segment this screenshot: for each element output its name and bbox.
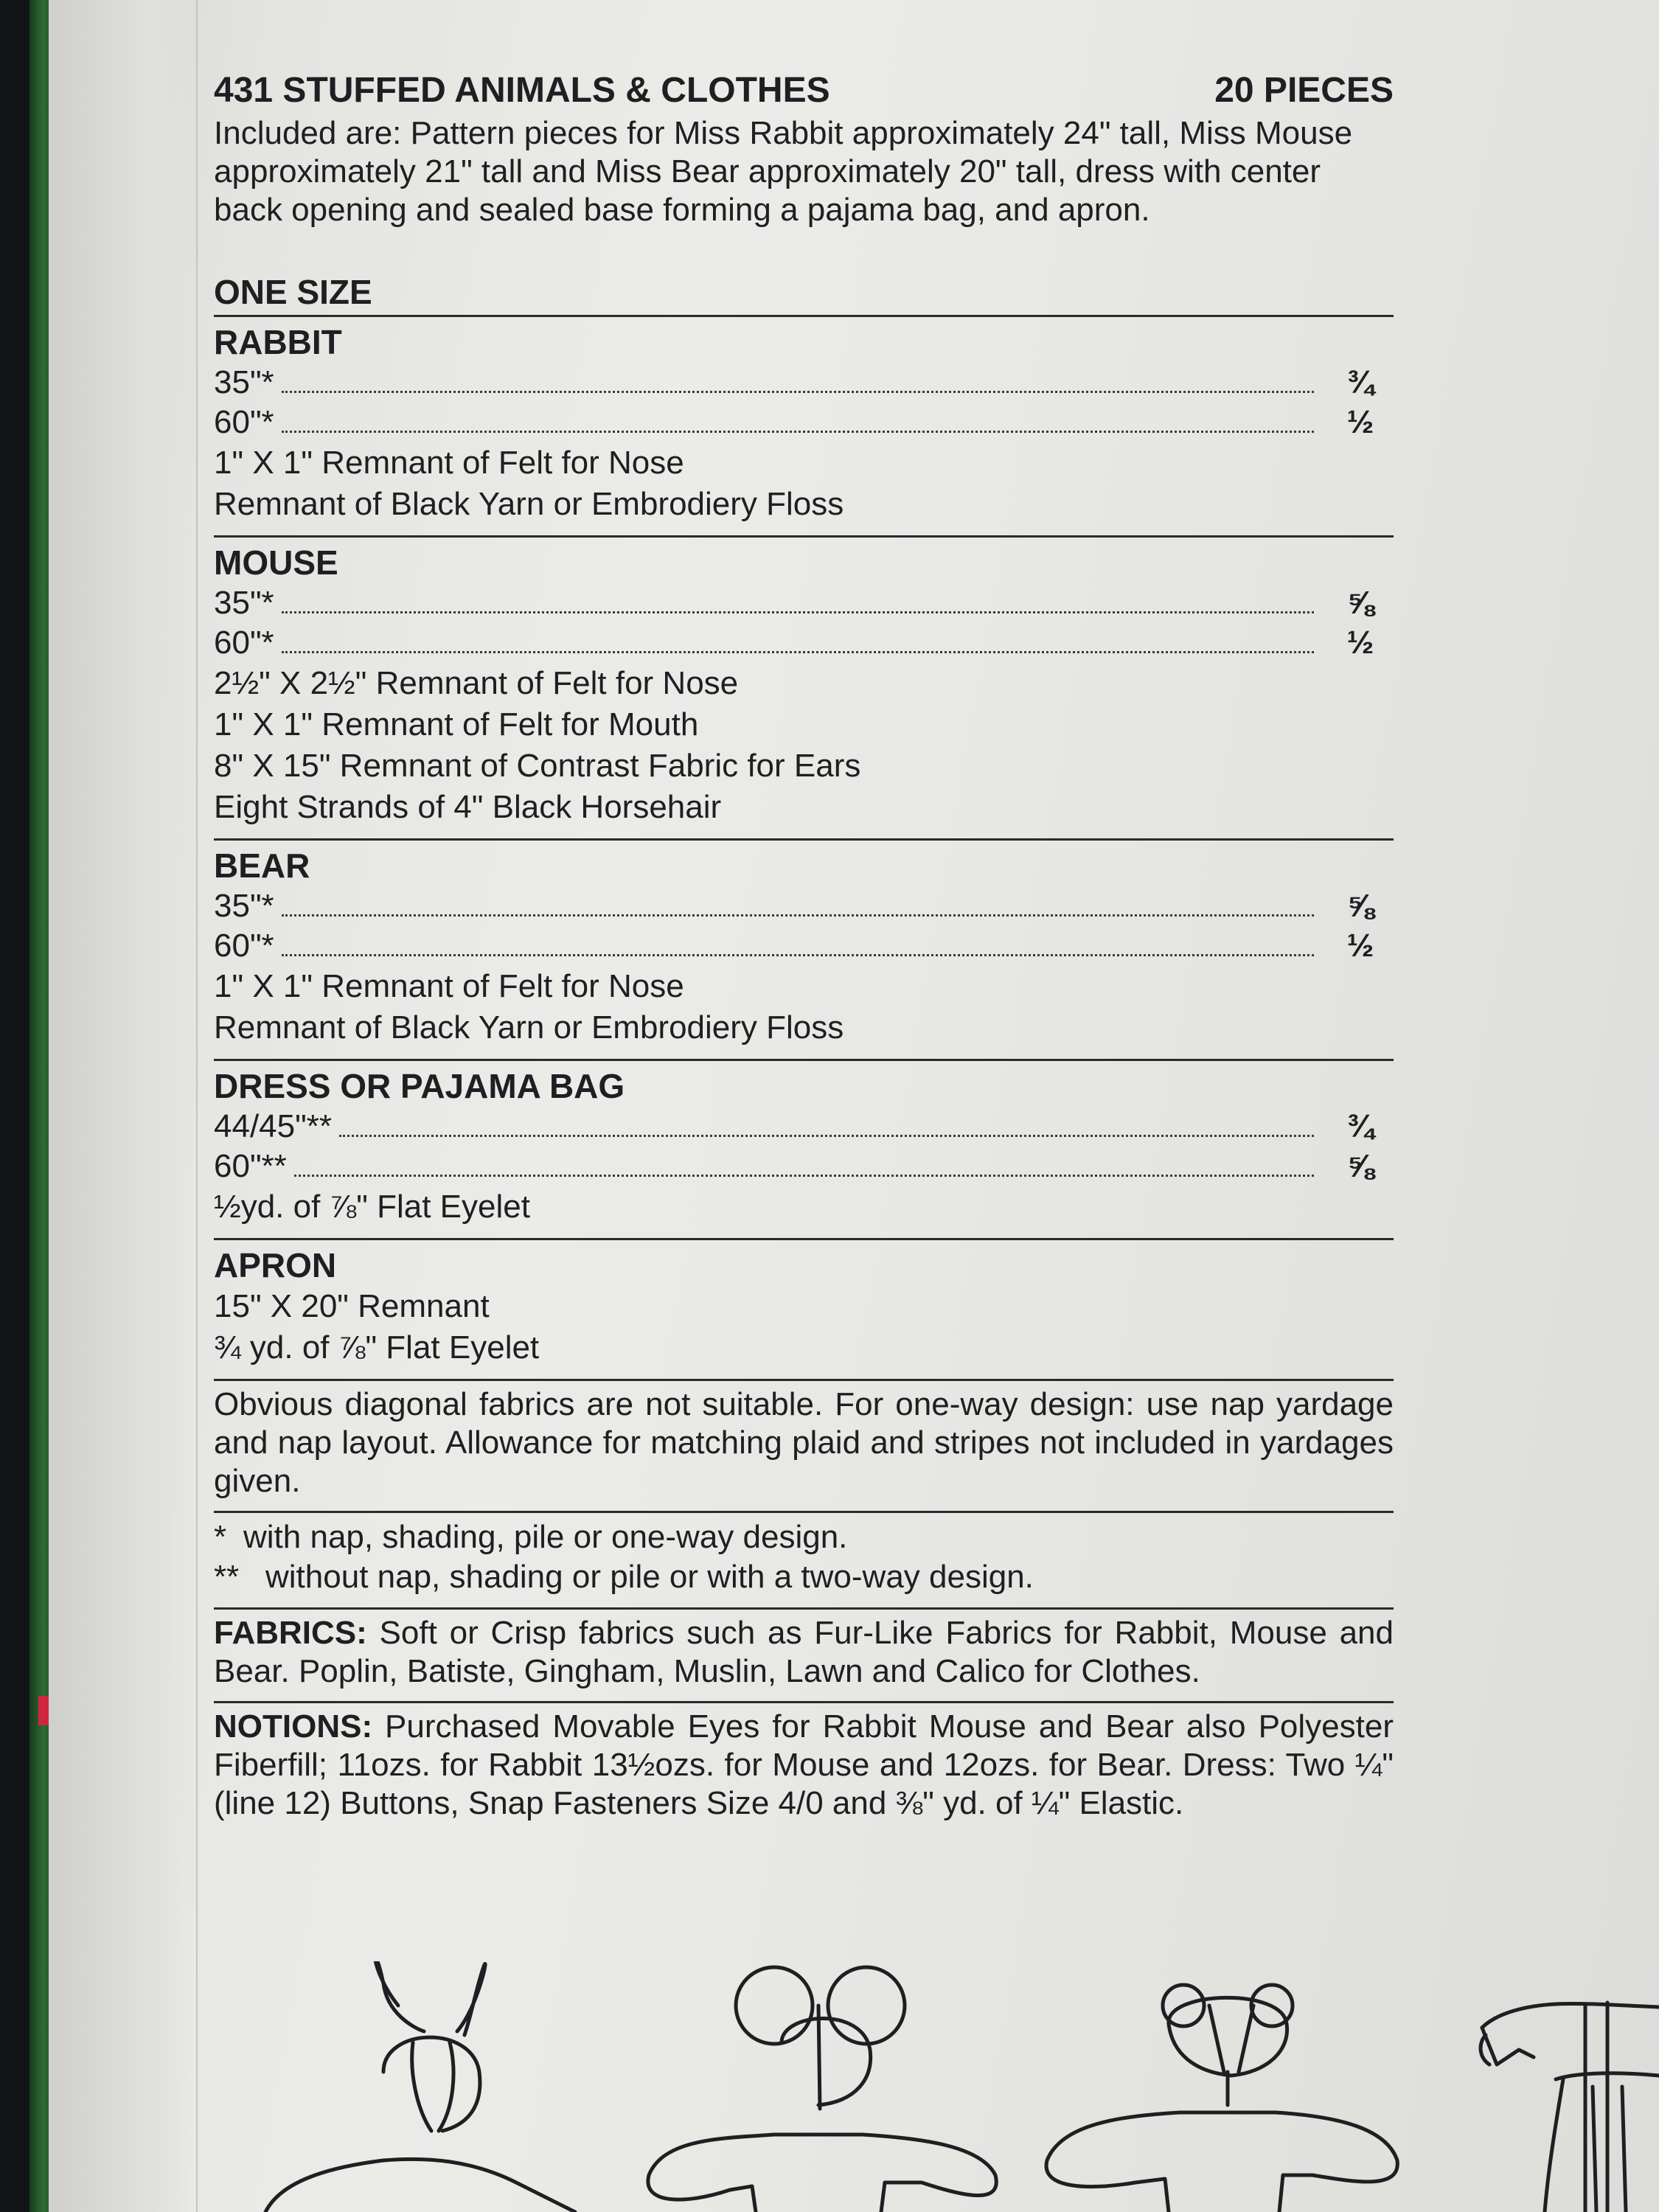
dot-leader	[282, 651, 1314, 653]
footnotes	[214, 1511, 1394, 1597]
footnote-mark: *	[214, 1519, 227, 1555]
yardage-amount: ½	[1346, 625, 1374, 661]
requirement-note: Remnant of Black Yarn or Embrodiery Floss	[214, 486, 844, 522]
yardage-amount: ¾	[1346, 364, 1374, 400]
footnote-mark: **	[214, 1559, 240, 1595]
envelope-fold	[49, 0, 198, 2212]
bear-title: BEAR	[214, 846, 310, 885]
footnote-text: without nap, shading or pile or with a two-way design.	[265, 1559, 1034, 1595]
bear-drawing	[1046, 1985, 1397, 2212]
requirement-note: 1" X 1" Remnant of Felt for Nose	[214, 445, 684, 481]
fabrics-label: FABRICS:	[214, 1615, 367, 1651]
requirement-note: ¾ yd. of ⅞" Flat Eyelet	[214, 1329, 540, 1366]
dot-leader	[282, 391, 1314, 393]
fabric-width: 60"*	[214, 625, 274, 661]
requirement-note: Eight Strands of 4" Black Horsehair	[214, 789, 722, 825]
fabric-width: 35"*	[214, 888, 274, 924]
footnote	[214, 1517, 1394, 1557]
fabrics-text: Soft or Crisp fabrics such as Fur-Like Fabrics for Rabbit, Mouse and Bear. Poplin, Batiste, Gingham, Muslin, Lawn and Calico for Clothes.	[214, 1615, 1394, 1689]
yardage-row	[214, 886, 1394, 926]
line-drawings	[0, 1961, 1659, 2212]
fabrics-paragraph	[214, 1607, 1394, 1691]
dot-leader	[282, 914, 1314, 917]
dot-leader	[282, 431, 1314, 433]
yardage-row	[214, 1147, 1394, 1186]
yardage-row	[214, 623, 1394, 663]
requirement-note: ½yd. of ⅞" Flat Eyelet	[214, 1189, 530, 1225]
notions-text: Purchased Movable Eyes for Rabbit Mouse and Bear also Polyester Fiberfill; 11ozs. for Rabbit 13½ozs. for Mouse and 12ozs. for Bear. Dress: Two ¼" (line 12) Buttons, Snap Fasteners Size 4/0 and ⅜" yd. of ¼" Elastic.	[214, 1708, 1394, 1821]
dress-title: DRESS OR PAJAMA BAG	[214, 1067, 625, 1105]
yardage-row	[214, 1107, 1394, 1147]
notions-paragraph	[214, 1701, 1394, 1823]
pattern-title: 431 STUFFED ANIMALS & CLOTHES	[214, 71, 830, 110]
requirement-note: 8" X 15" Remnant of Contrast Fabric for Ears	[214, 748, 861, 784]
requirement-note: 2½" X 2½" Remnant of Felt for Nose	[214, 665, 739, 701]
fabric-width: 60"*	[214, 928, 274, 964]
yardage-row	[214, 403, 1394, 442]
yardage-row	[214, 583, 1394, 623]
pattern-header	[214, 70, 1394, 111]
yardage-amount: ⅝	[1346, 1148, 1374, 1184]
dot-leader	[282, 954, 1314, 956]
apron-section	[214, 1238, 1394, 1368]
fabric-width: 35"*	[214, 364, 274, 400]
footnote	[214, 1557, 1394, 1597]
apron-title: APRON	[214, 1246, 337, 1284]
requirement-note: Remnant of Black Yarn or Embrodiery Floss	[214, 1009, 844, 1046]
yardage-row	[214, 363, 1394, 403]
yardage-amount: ¾	[1346, 1108, 1374, 1144]
yardage-amount: ½	[1346, 404, 1374, 440]
requirement-note: 1" X 1" Remnant of Felt for Mouth	[214, 706, 699, 742]
fabric-width: 60"*	[214, 404, 274, 440]
mouse-title: MOUSE	[214, 543, 338, 582]
dress-drawing	[1481, 2003, 1659, 2212]
footnote-text: with nap, shading, pile or one-way design.	[243, 1519, 848, 1555]
bear-section	[214, 838, 1394, 1048]
rabbit-drawing	[265, 1961, 575, 2212]
yardage-amount: ½	[1346, 928, 1374, 964]
yardage-row	[214, 926, 1394, 966]
requirement-note: 1" X 1" Remnant of Felt for Nose	[214, 968, 684, 1004]
requirement-note: 15" X 20" Remnant	[214, 1288, 490, 1324]
notions-label: NOTIONS:	[214, 1708, 373, 1745]
dot-leader	[339, 1135, 1314, 1137]
mouse-section	[214, 535, 1394, 828]
pattern-description: Included are: Pattern pieces for Miss Rabbit approximately 24" tall, Miss Mouse approximately 21" tall and Miss Bear approximately 20" tall, dress with center back opening and sealed base forming a pajama bag, and apron.	[214, 115, 1353, 228]
yardage-amount: ⅝	[1346, 888, 1374, 924]
size-heading: ONE SIZE	[214, 272, 1394, 317]
fabric-width: 35"*	[214, 585, 274, 621]
mouse-drawing	[648, 1967, 996, 2212]
dot-leader	[282, 611, 1314, 613]
suitability-note: Obvious diagonal fabrics are not suitable. For one-way design: use nap yardage and nap layout. Allowance for matching plaid and stripes not included in yardages given.	[214, 1379, 1394, 1500]
rabbit-section	[214, 317, 1394, 525]
dress-section	[214, 1059, 1394, 1228]
yardage-amount: ⅝	[1346, 585, 1374, 621]
pieces-count: 20 PIECES	[1214, 71, 1394, 110]
fabric-width: 60"**	[214, 1148, 287, 1184]
fabric-width: 44/45"**	[214, 1108, 332, 1144]
dot-leader	[294, 1175, 1314, 1177]
pattern-info	[214, 70, 1394, 1823]
rabbit-title: RABBIT	[214, 323, 342, 361]
